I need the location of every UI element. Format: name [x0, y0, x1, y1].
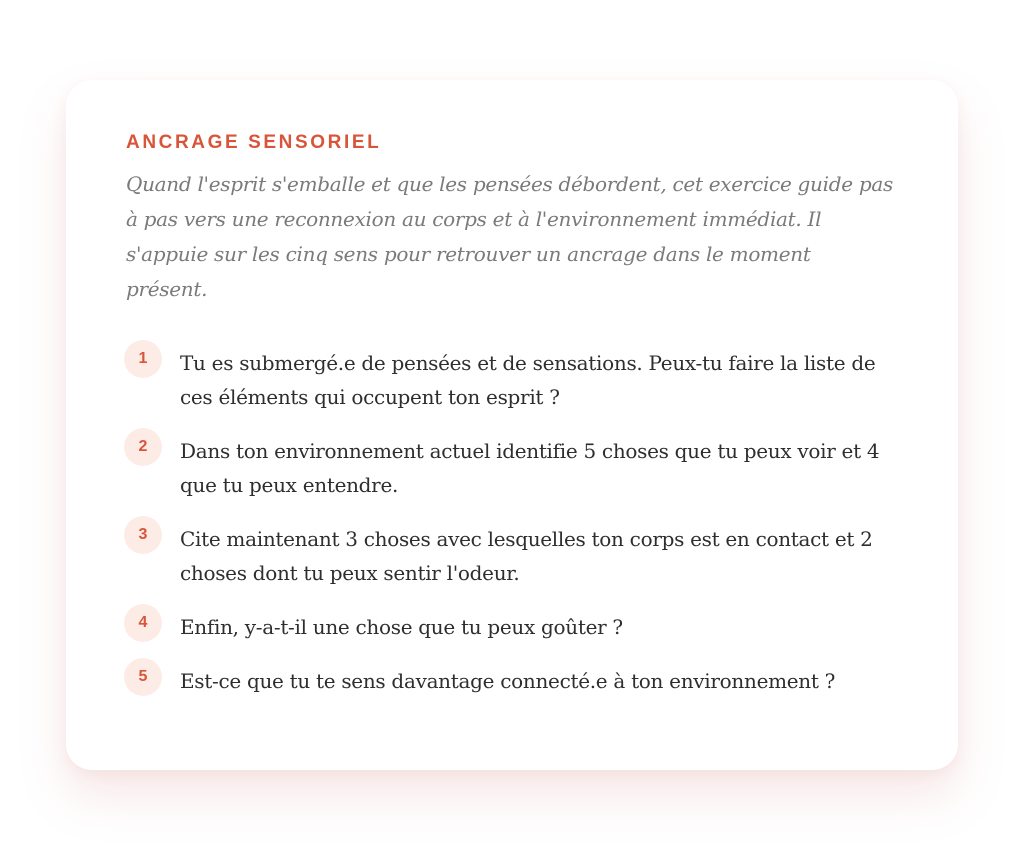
- step-item-5: [126, 664, 898, 698]
- step-number-badge: 5: [124, 658, 162, 696]
- step-item-1: [126, 346, 898, 414]
- step-number-badge: 1: [124, 340, 162, 378]
- step-number-badge: 4: [124, 604, 162, 642]
- step-item-4: [126, 610, 898, 644]
- step-text: Enfin, y-a-t-il une chose que tu peux goûter ?: [180, 615, 623, 639]
- step-text: Dans ton environnement actuel identifie 5 choses que tu peux voir et 4 que tu peux entendre.: [180, 439, 880, 497]
- step-text: Est-ce que tu te sens davantage connecté.e à ton environnement ?: [180, 669, 836, 693]
- step-item-2: [126, 434, 898, 502]
- step-number-badge: 2: [124, 428, 162, 466]
- step-text: Cite maintenant 3 choses avec lesquelles ton corps est en contact et 2 choses dont tu peux sentir l'odeur.: [180, 527, 873, 585]
- card-eyebrow-title: ANCRAGE SENSORIEL: [126, 132, 382, 153]
- step-number-badge: 3: [124, 516, 162, 554]
- card-intro-text: Quand l'esprit s'emballe et que les pensées débordent, cet exercice guide pas à pas vers une reconnexion au corps et à l'environnement immédiat. Il s'appuie sur les cinq sens pour retrouver un ancrage dans le moment présent.: [126, 172, 893, 301]
- exercise-card: [66, 80, 958, 770]
- step-item-3: [126, 522, 898, 590]
- steps-list: [126, 346, 898, 698]
- step-text: Tu es submergé.e de pensées et de sensations. Peux-tu faire la liste de ces éléments qui occupent ton esprit ?: [180, 351, 876, 409]
